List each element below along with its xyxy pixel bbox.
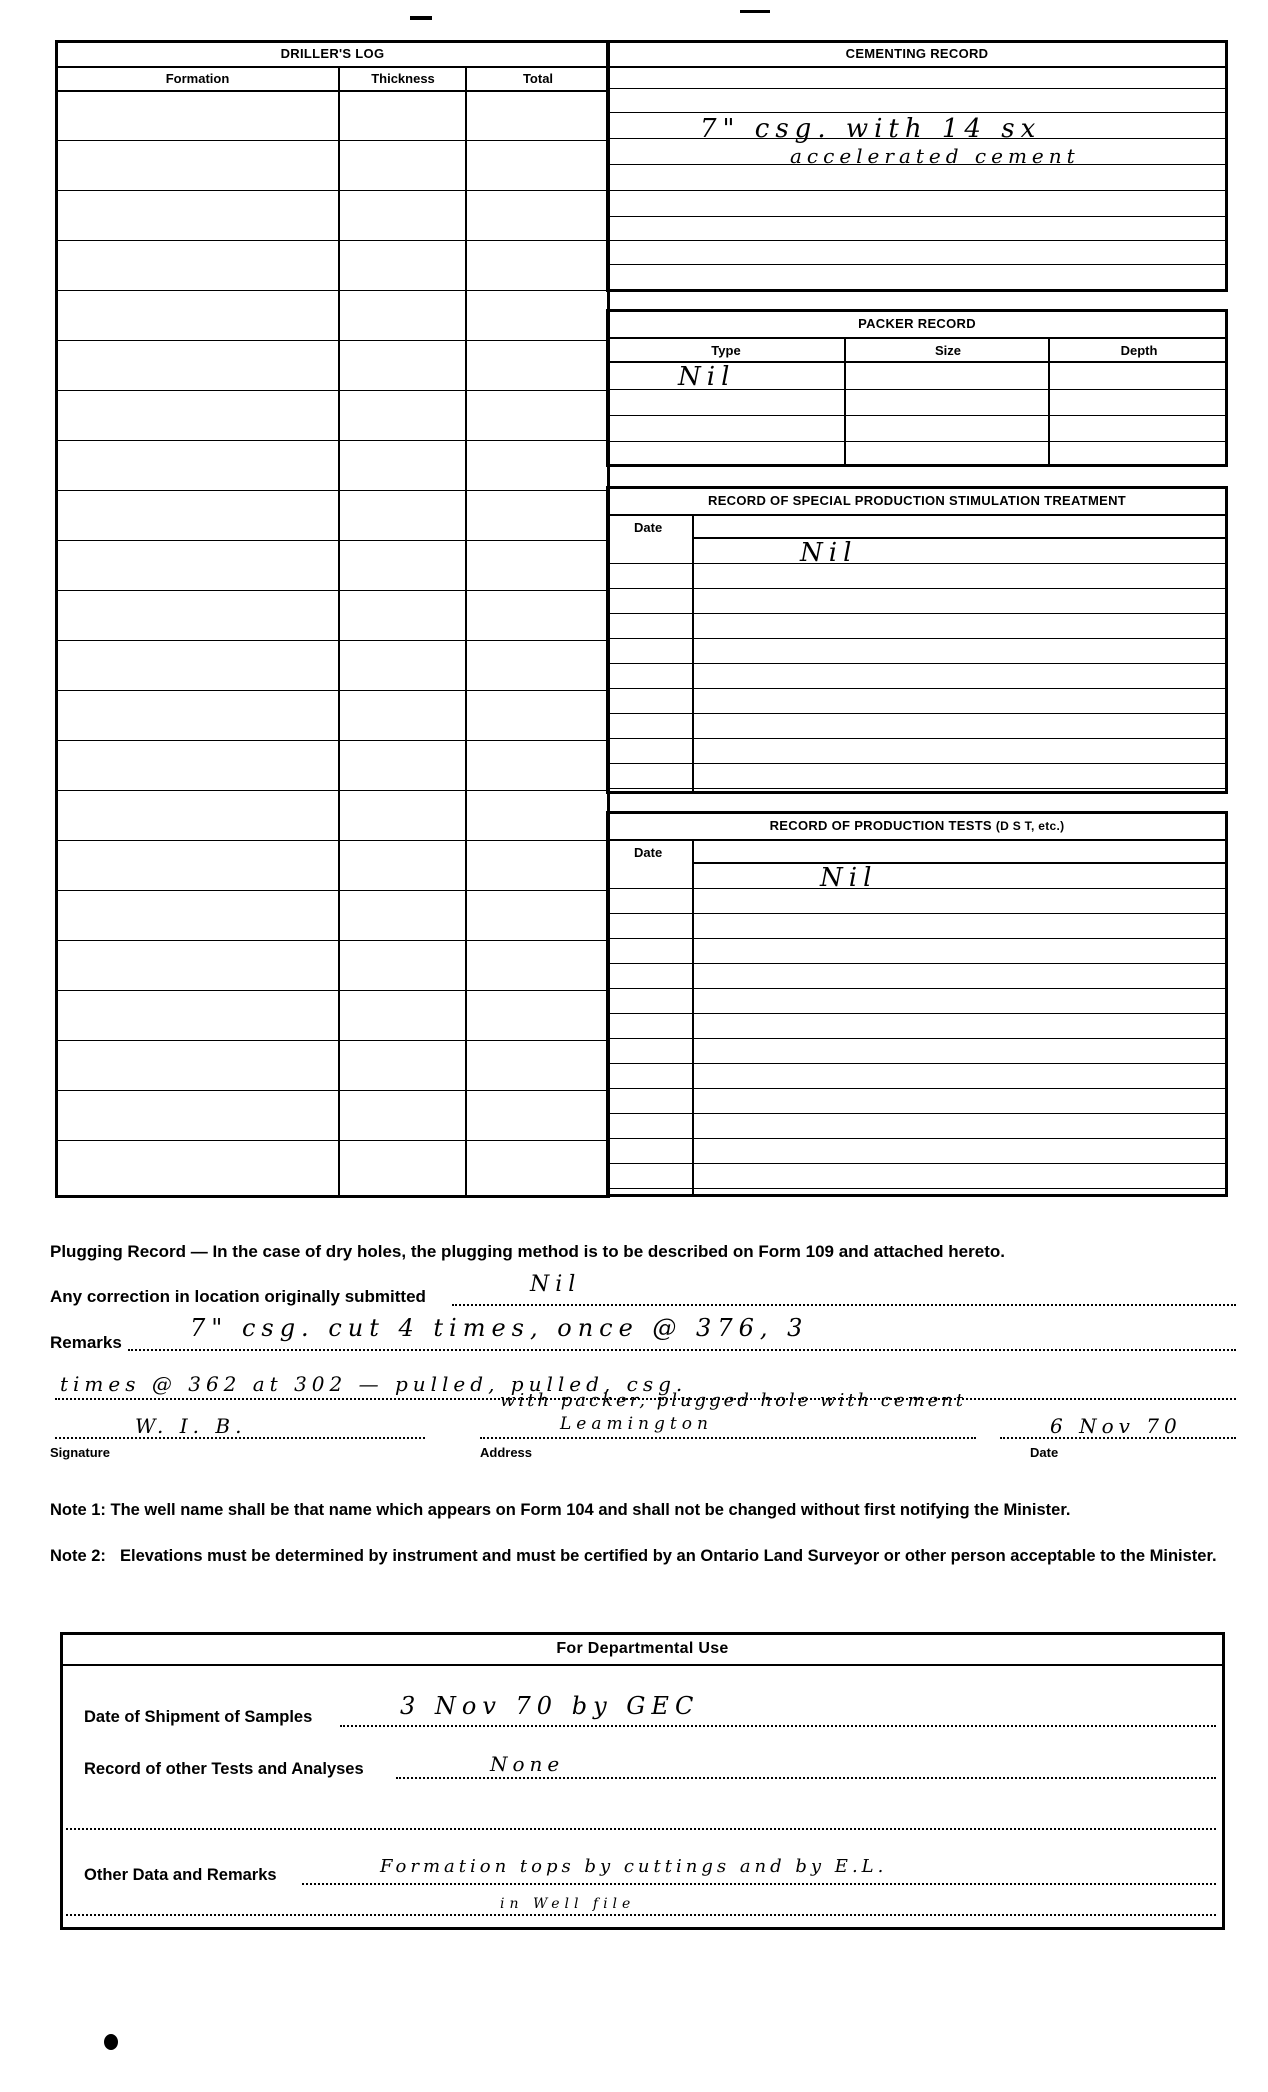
rule-line — [58, 1040, 607, 1041]
rule-line — [609, 613, 1225, 614]
address-value: Leamington — [560, 1414, 713, 1434]
other-data-value-2: in Well file — [500, 1896, 636, 1912]
rule-line — [58, 990, 607, 991]
packer-entry: Nil — [678, 362, 736, 392]
col-formation: Formation — [165, 71, 230, 86]
rule-line — [58, 440, 607, 441]
note-1-text: The well name shall be that name which appears on Form 104 and shall not be changed without first notifying the Minister. — [110, 1501, 1071, 1519]
stimulation-treatment-table — [606, 486, 1228, 794]
rule-line — [58, 540, 607, 541]
production-tests-title-suffix: (D S T, etc.) — [995, 819, 1065, 833]
remarks-line3: with packer, plugged hole with cement — [500, 1390, 967, 1411]
note-2-label: Note 2: — [50, 1547, 106, 1565]
rule-line — [609, 788, 1225, 789]
rule-line — [58, 740, 607, 741]
remarks-line2: times @ 362 at 302 — pulled, pulled, csg. — [60, 1372, 688, 1396]
rule-line — [609, 663, 1225, 664]
rule-line — [609, 1013, 1225, 1014]
scan-speck — [410, 16, 432, 20]
scan-speck — [740, 10, 770, 13]
rule-line — [58, 340, 607, 341]
stimulation-entry: Nil — [800, 538, 858, 568]
scan-speck — [104, 2034, 118, 2050]
rule-line — [609, 1163, 1225, 1164]
other-data-label: Other Data and Remarks — [84, 1866, 277, 1884]
rule-line — [58, 490, 607, 491]
rule-line — [609, 1188, 1225, 1189]
rule-line — [609, 1088, 1225, 1089]
rule-line — [609, 1113, 1225, 1114]
cementing-record-title: CEMENTING RECORD — [845, 46, 989, 61]
rule-line — [58, 590, 607, 591]
tests-value: None — [490, 1752, 565, 1776]
date-label: Date — [1030, 1445, 1059, 1460]
rule-line — [609, 888, 1225, 889]
production-entry: Nil — [820, 863, 878, 893]
correction-label: Any correction in location originally submitted — [50, 1287, 426, 1306]
other-data-value: Formation tops by cuttings and by E.L. — [380, 1856, 888, 1877]
col-thickness: Thickness — [371, 71, 435, 86]
rule-line — [58, 240, 607, 241]
rule-line — [58, 390, 607, 391]
rule-line — [58, 690, 607, 691]
remarks-label: Remarks — [50, 1333, 122, 1352]
rule-line — [609, 588, 1225, 589]
stimulation-date-label: Date — [634, 520, 663, 535]
cementing-entry-line1: 7" csg. with 14 sx — [700, 114, 1042, 144]
production-tests-table — [606, 811, 1228, 1197]
note-1-label: Note 1: — [50, 1501, 106, 1519]
rule-line — [58, 790, 607, 791]
rule-line — [58, 640, 607, 641]
shipment-label: Date of Shipment of Samples — [84, 1708, 313, 1726]
cementing-entry-line2: accelerated cement — [790, 144, 1080, 168]
rule-line — [58, 940, 607, 941]
rule-line — [609, 763, 1225, 764]
rule-line — [58, 1090, 607, 1091]
stimulation-title: RECORD OF SPECIAL PRODUCTION STIMULATION TREATMENT — [708, 493, 1126, 508]
col-depth: Depth — [1120, 343, 1158, 358]
shipment-value: 3 Nov 70 by GEC — [400, 1692, 700, 1720]
rule-line — [58, 190, 607, 191]
date-value: 6 Nov 70 — [1050, 1414, 1182, 1438]
correction-value: Nil — [530, 1272, 582, 1297]
tests-label: Record of other Tests and Analyses — [84, 1760, 364, 1778]
rule-line — [58, 840, 607, 841]
drillers-log-table — [55, 40, 610, 1198]
signature-label: Signature — [50, 1445, 110, 1460]
signature-value: W. I. B. — [135, 1414, 247, 1438]
note-1 — [50, 1500, 1240, 1521]
rule-line — [609, 688, 1225, 689]
remarks-line1: 7" csg. cut 4 times, once @ 376, 3 — [190, 1314, 809, 1342]
col-total: Total — [522, 71, 554, 86]
rule-line — [609, 1038, 1225, 1039]
rule-line — [609, 988, 1225, 989]
rule-line — [609, 913, 1225, 914]
drillers-log-title: DRILLER'S LOG — [280, 46, 385, 61]
col-size: Size — [934, 343, 961, 358]
departmental-title: For Departmental Use — [556, 1640, 729, 1657]
production-tests-title-text: RECORD OF PRODUCTION TESTS — [769, 818, 992, 833]
col-type: Type — [711, 343, 741, 358]
rule-line — [58, 290, 607, 291]
note-2-text: Elevations must be determined by instrument and must be certified by an Ontario Land Surveyor or other person acceptable to the Minister. — [120, 1547, 1217, 1565]
rule-line — [58, 140, 607, 141]
plugging-record-text: Plugging Record — In the case of dry holes, the plugging method is to be described on Form 109 and attached hereto. — [50, 1242, 1005, 1261]
rule-line — [609, 963, 1225, 964]
production-date-label: Date — [634, 845, 663, 860]
rule-line — [609, 713, 1225, 714]
rule-line — [58, 1140, 607, 1141]
rule-line — [609, 1063, 1225, 1064]
packer-record-title: PACKER RECORD — [858, 316, 976, 331]
production-tests-title — [606, 818, 1228, 833]
departmental-use-box — [60, 1632, 1225, 1930]
rule-line — [609, 638, 1225, 639]
rule-line — [58, 890, 607, 891]
rule-line — [609, 938, 1225, 939]
address-label: Address — [480, 1445, 533, 1460]
rule-line — [609, 1138, 1225, 1139]
rule-line — [609, 563, 1225, 564]
rule-line — [609, 738, 1225, 739]
